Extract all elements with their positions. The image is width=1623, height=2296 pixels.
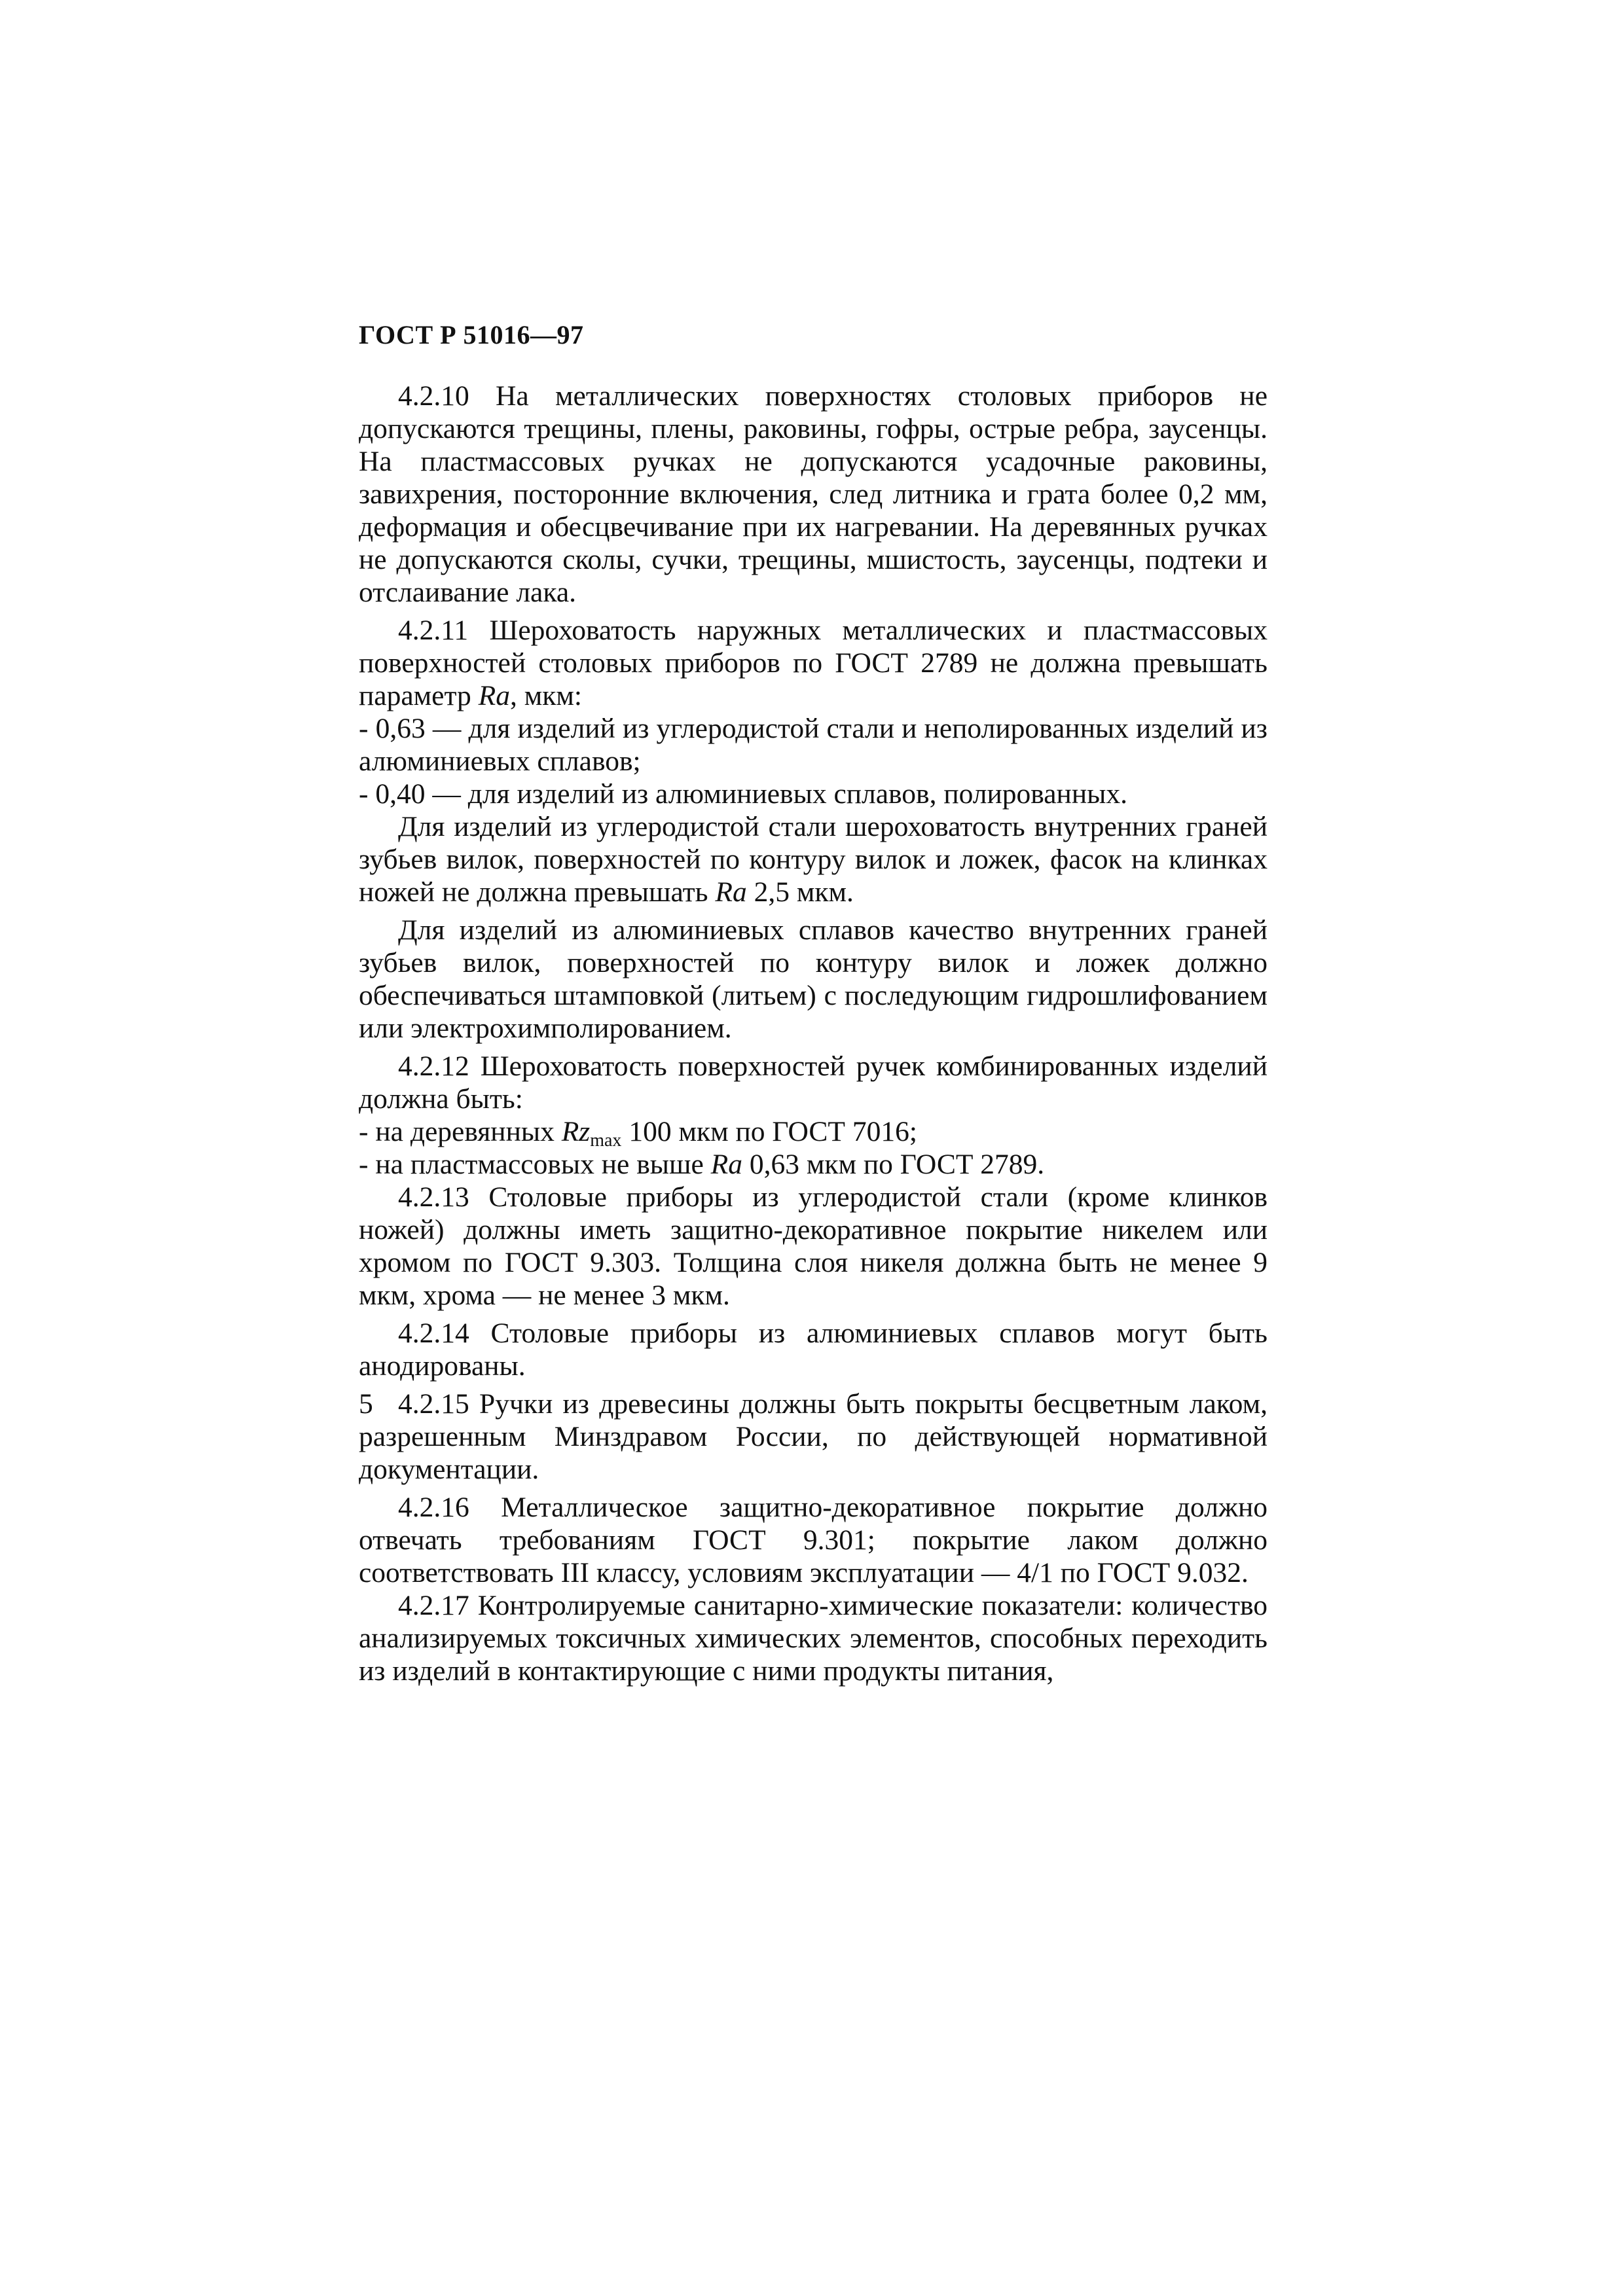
parameter-ra: Ra bbox=[715, 876, 747, 908]
paragraph-4-2-17: 4.2.17 Контролируемые санитарно-химические показатели: количество анализируемых токсичных химических элементов, способных переходить из изделий в контактирующие с ними продукты питания, bbox=[359, 1590, 1267, 1687]
list-item-0-40 bbox=[359, 778, 1267, 810]
parameter-rz-subscript: max bbox=[590, 1130, 622, 1151]
list-item-lead: - на пластмассовых не выше bbox=[359, 1149, 711, 1180]
document-header: ГОСТ Р 51016—97 bbox=[359, 320, 584, 350]
list-item-lead: - на деревянных bbox=[359, 1116, 562, 1147]
parameter-ra: Ra bbox=[710, 1149, 742, 1180]
list-item-0-63 bbox=[359, 712, 1267, 778]
paragraph-4-2-11-unit: , мкм: bbox=[509, 680, 583, 711]
document-body bbox=[359, 380, 1267, 1687]
paragraph-carbon-steel-lead: Для изделий из углеродистой стали шероховатость внутренних граней зубьев вилок, поверхностей по контуру вилок и ложек, фасок на клинках ножей не должна превышать bbox=[359, 811, 1267, 908]
paragraph-4-2-12: 4.2.12 Шероховатость поверхностей ручек комбинированных изделий должна быть: bbox=[359, 1050, 1267, 1115]
paragraph-carbon-steel-value: 2,5 мкм. bbox=[746, 876, 854, 908]
list-item-wooden bbox=[359, 1115, 1267, 1151]
list-item-tail: 100 мкм по ГОСТ 7016; bbox=[621, 1116, 917, 1147]
paragraph-carbon-steel bbox=[359, 810, 1267, 908]
paragraph-4-2-14: 4.2.14 Столовые приборы из алюминиевых сплавов могут быть анодированы. bbox=[359, 1318, 1267, 1382]
paragraph-4-2-16: 4.2.16 Металлическое защитно-декоративное покрытие должно отвечать требованиям ГОСТ 9.301; покрытие лаком должно соответствовать III классу, условиям эксплуатации — 4/1 по ГОСТ 9.032. bbox=[359, 1492, 1267, 1588]
parameter-ra: Ra bbox=[478, 680, 510, 711]
list-item-text: - 0,63 — для изделий из углеродистой стали и неполированных изделий из алюминиевых сплавов; bbox=[359, 713, 1267, 777]
paragraph-4-2-11-lead: 4.2.11 Шероховатость наружных металлических и пластмассовых поверхностей столовых приборов по ГОСТ 2789 не должна превышать параметр bbox=[359, 615, 1267, 711]
paragraph-aluminium: Для изделий из алюминиевых сплавов качество внутренних граней зубьев вилок, поверхностей по контуру вилок и ложек должно обеспечиваться штамповкой (литьем) с последующим гидрошлифованием или электрохимполированием. bbox=[359, 914, 1267, 1044]
paragraph-4-2-13: 4.2.13 Столовые приборы из углеродистой стали (кроме клинков ножей) должны иметь защитно-декоративное покрытие никелем или хромом по ГОСТ 9.303. Толщина слоя никеля должна быть не менее 9 мкм, хрома — не менее 3 мкм. bbox=[359, 1181, 1267, 1311]
paragraph-4-2-15: 4.2.15 Ручки из древесины должны быть покрыты бесцветным лаком, разрешенным Минздравом России, по действующей нормативной документации. bbox=[359, 1388, 1267, 1485]
list-item-tail: 0,63 мкм по ГОСТ 2789. bbox=[742, 1149, 1045, 1180]
list-item-text: - 0,40 — для изделий из алюминиевых сплавов, полированных. bbox=[359, 778, 1127, 810]
page-number: 5 bbox=[359, 1388, 373, 1420]
list-item-plastic bbox=[359, 1148, 1267, 1181]
parameter-rz: Rz bbox=[561, 1116, 591, 1147]
paragraph-4-2-10: 4.2.10 На металлических поверхностях столовых приборов не допускаются трещины, плены, раковины, гофры, острые ребра, заусенцы. На пластмассовых ручках не допускаются усадочные раковины, завихрения, посторонние включения, след литника и грата более 0,2 мм, деформация и обесцвечивание при их нагревании. На деревянных ручках не допускаются сколы, сучки, трещины, мшистость, заусенцы, подтеки и отслаивание лака. bbox=[359, 380, 1267, 608]
paragraph-4-2-11 bbox=[359, 614, 1267, 712]
